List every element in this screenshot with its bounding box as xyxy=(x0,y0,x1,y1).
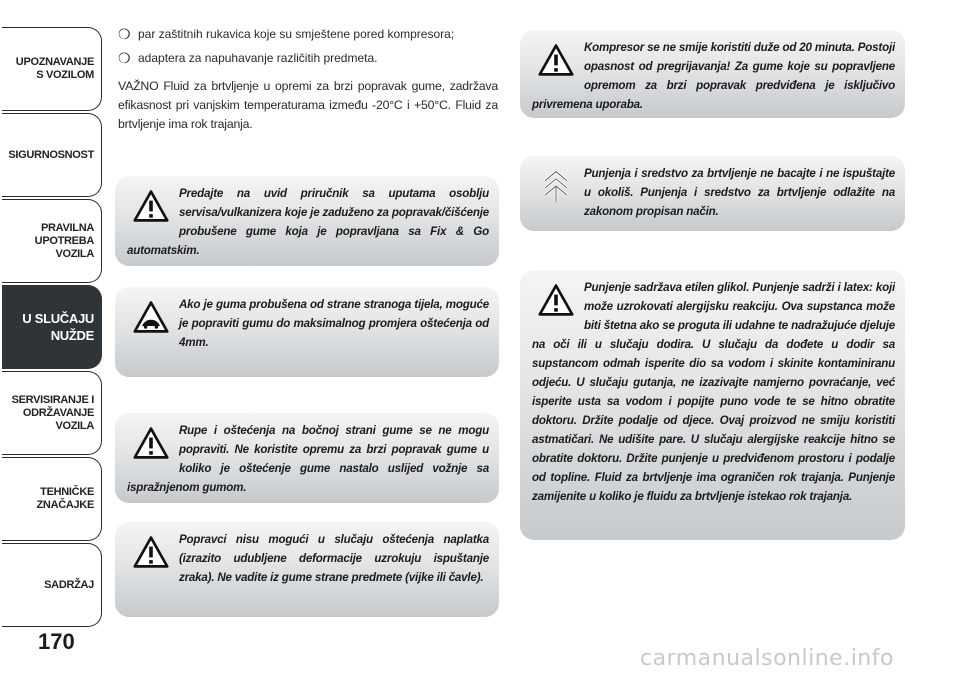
tab-servisiranje[interactable] xyxy=(2,371,102,455)
list-item xyxy=(118,51,498,66)
tab-sadrzaj[interactable] xyxy=(2,543,102,627)
warning-triangle-icon xyxy=(133,534,169,570)
warning-text: Popravci nisu mogući u slučaju oštećenja naplatka (izrazito udubljene deformacije uzrokuju ispuštanje zraka). Ne vadite iz gume strane predmete (vijke ili čavle). xyxy=(179,533,489,584)
warning-triangle-icon xyxy=(133,425,169,461)
warning-box xyxy=(115,522,499,617)
warning-text: Ako je guma probušena od strane stranoga tijela, moguće je popraviti gumu do maksimalnog promjera oštećenja od 4mm. xyxy=(179,298,489,349)
warning-text: Kompresor se ne smije koristiti duže od 20 minuta. Postoji opasnost od pregrijavanja! Za gume koje su popravljene opremom za brzi popravak predviđena je isključivo privremena uporaba. xyxy=(532,41,895,111)
bullet-icon: ❍ xyxy=(118,50,131,66)
warning-text: Punjenje sadržava etilen glikol. Punjenje sadrži i latex: koji može uzrokovati alergijsku reakciju. Ova supstanca može biti štetna ako se proguta ili udahne te nadražujuće djeluje na oči ili u slučaju dodira. U slučaju da dođete u dodir sa supstancom odmah isperite dio sa vodom i skinite kontaminiranu odjeću. U slučaju gutanja, ne izazivajte namjerno povraćanje, već isperite usta sa vodom i popijte puno vode te se hitno obratite doktoru. Držite podalje od djece. Ovaj proizvod ne smiju koristiti astmatičari. Ne udišite pare. U slučaju alergijske reakcije hitno se obratite doktoru. Držite punjenje u predviđenom prostoru i podalje od topline. Fluid za brtvljenje ima ograničen rok trajanja. Punjenje zamijenite u koliko je fluidu za brtvljenje istekao rok trajanja. xyxy=(532,281,895,503)
bullet-text: adaptera za napuhavanje različitih predmeta. xyxy=(138,51,378,65)
warning-text: Punjenja i sredstvo za brtvljenje ne bacajte i ne ispuštajte u okoliš. Punjenja i sredstvo za brtvljenje odlažite na zakonom propisan način. xyxy=(584,167,895,218)
tab-u-slucaju-nuzde[interactable] xyxy=(2,285,102,369)
warning-box xyxy=(115,287,499,377)
page-number: 170 xyxy=(38,629,75,654)
watermark: carmanualsonline.info xyxy=(640,646,894,671)
tab-label: SIGURNOSNOST xyxy=(8,148,94,161)
tab-label: UPOZNAVANJE S VOZILOM xyxy=(15,56,94,81)
important-note: VAŽNO Fluid za brtvljenje u opremi za brzi popravak gume, zadržava efikasnost pri vanjskim temperaturama između -20°C i +50°C. Fluid za brtvljenje ima rok trajanja. xyxy=(118,79,498,131)
tab-label: PRAVILNA UPOTREBA VOZILA xyxy=(34,221,94,260)
environment-box xyxy=(520,156,905,231)
warning-text: Predajte na uvid priručnik sa uputama osoblju servisa/vulkanizera koje je zaduženo za popravak/čišćenje probušene gume koja je popravljana sa Fix & Go automatskim. xyxy=(127,187,489,257)
bullet-icon: ❍ xyxy=(118,26,131,42)
warning-box xyxy=(115,413,499,503)
tab-pravilna-upotreba[interactable] xyxy=(2,199,102,283)
bullet-text: par zaštitnih rukavica koje su smještene pored kompresora; xyxy=(138,27,455,41)
warning-box xyxy=(115,176,499,266)
tab-label: SERVISIRANJE I ODRŽAVANJE VOZILA xyxy=(11,393,94,432)
tab-label: TEHNIČKE ZNAČAJKE xyxy=(36,486,94,511)
bullet-list xyxy=(118,27,498,75)
list-item xyxy=(118,27,498,42)
warning-text: Rupe i oštećenja na bočnoj strani gume se ne mogu popraviti. Ne koristite opremu za brzi popravak gume u koliko je oštećenje gume nastalo uslijed vožnje sa ispražnjenom gumom. xyxy=(127,424,489,494)
tab-sigurnosnost[interactable] xyxy=(2,113,102,197)
warning-box xyxy=(520,30,905,118)
tab-label: U SLUČAJU NUŽDE xyxy=(22,311,94,343)
warning-triangle-icon xyxy=(538,42,574,78)
tab-upoznavanje[interactable] xyxy=(2,27,102,111)
car-warning-icon xyxy=(133,299,169,335)
tab-label: SADRŽAJ xyxy=(44,578,94,591)
warning-triangle-icon xyxy=(538,282,574,318)
warning-triangle-icon xyxy=(133,188,169,224)
warning-box xyxy=(520,270,905,540)
tab-tehnicke-znacajke[interactable] xyxy=(2,457,102,541)
tree-environment-icon xyxy=(538,168,574,204)
